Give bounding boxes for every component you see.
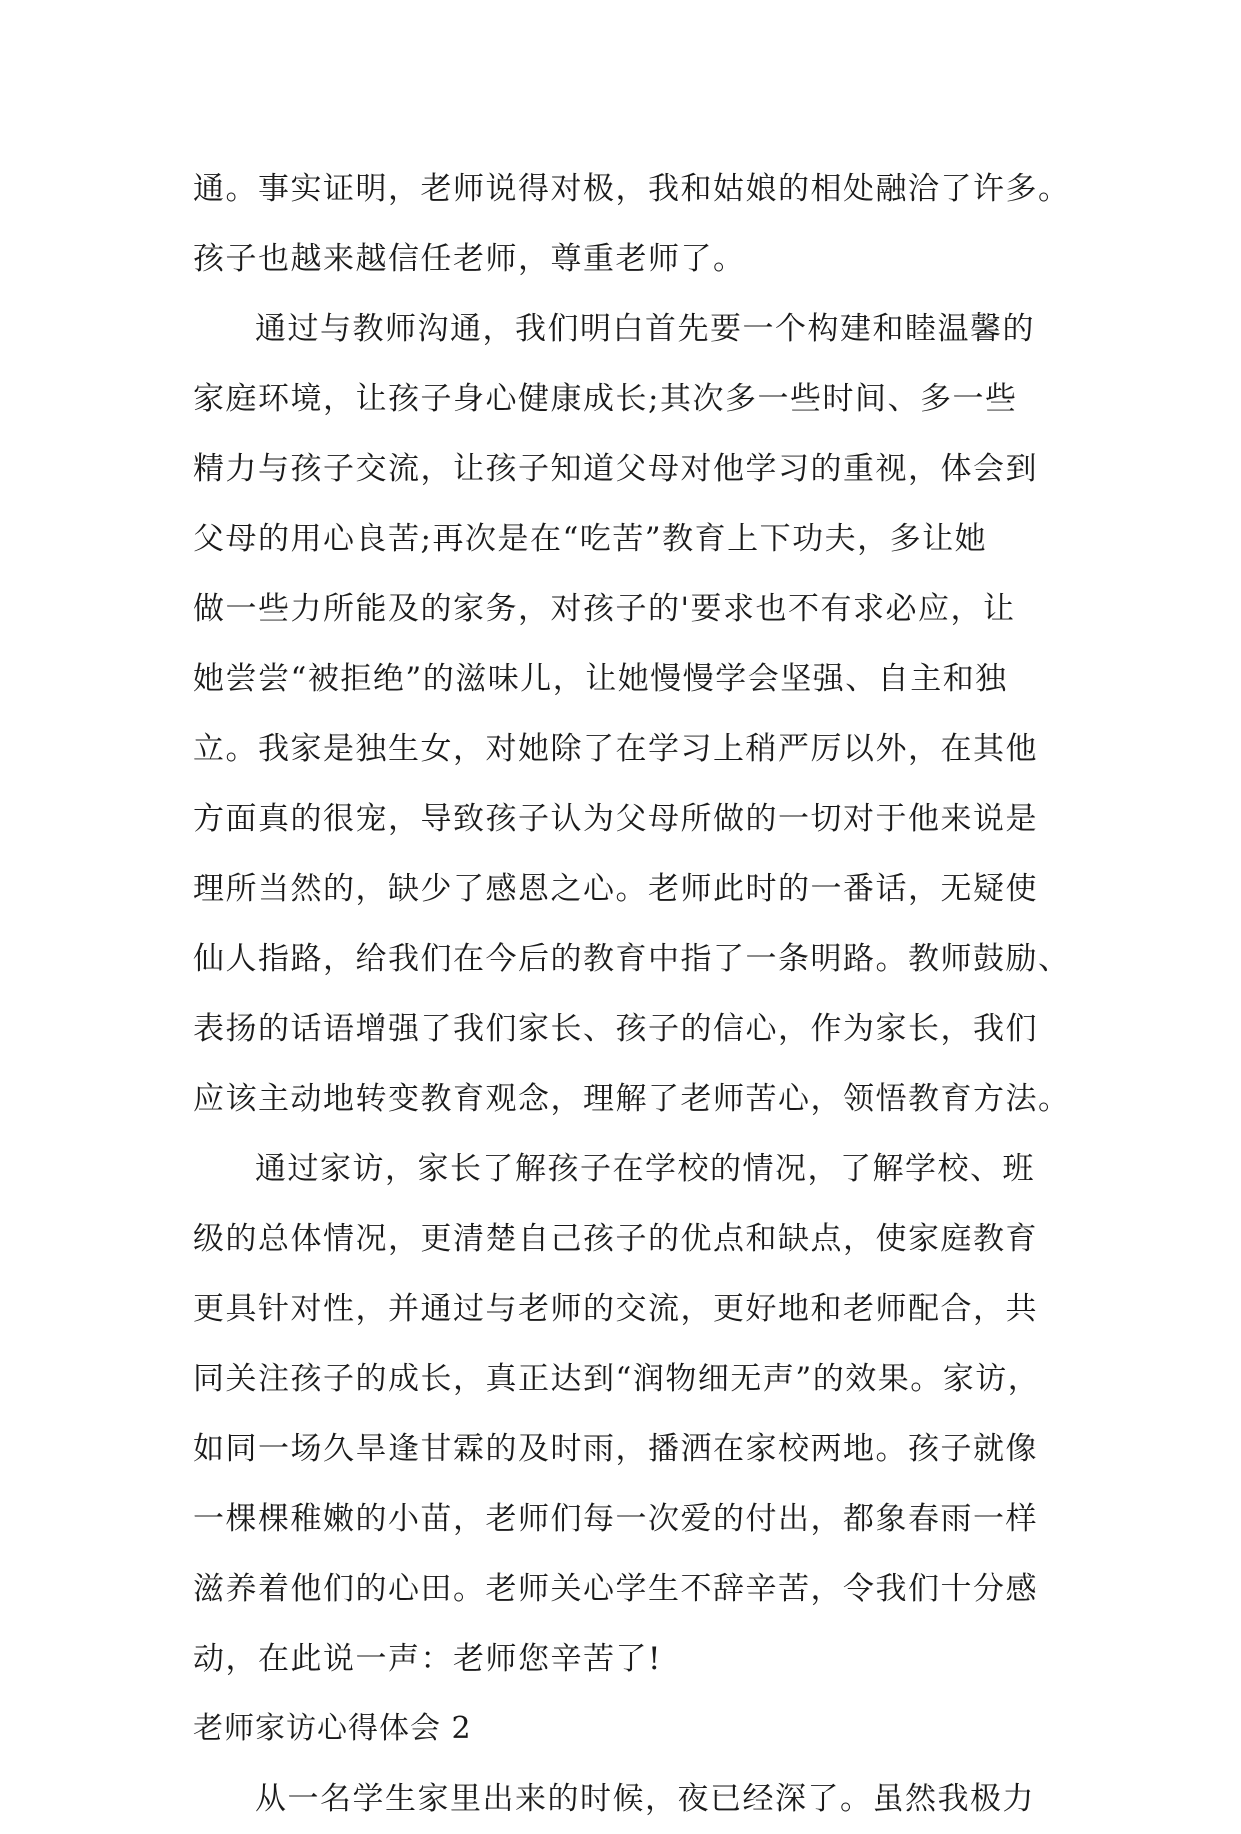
paragraph-2-line-10: 仙人指路，给我们在今后的教育中指了一条明路。教师鼓励、	[193, 941, 1071, 977]
paragraph-2-line-5: 做一些力所能及的家务，对孩子的'要求也不有求必应，让	[193, 591, 1016, 627]
paragraph-2-line-12: 应该主动地转变教育观念，理解了老师苦心，领悟教育方法。	[193, 1081, 1071, 1117]
document-body	[193, 154, 1071, 1834]
paragraph-4-line-1: 从一名学生家里出来的时候，夜已经深了。虽然我极力	[255, 1781, 1035, 1817]
paragraph-2-line-9: 理所当然的，缺少了感恩之心。老师此时的一番话，无疑使	[193, 871, 1038, 907]
paragraph-2-line-8: 方面真的很宠，导致孩子认为父母所做的一切对于他来说是	[193, 801, 1038, 837]
paragraph-3-line-1: 通过家访，家长了解孩子在学校的情况，了解学校、班	[255, 1151, 1035, 1187]
paragraph-3-line-2: 级的总体情况，更清楚自己孩子的优点和缺点，使家庭教育	[193, 1221, 1038, 1257]
paragraph-2-line-6: 她尝尝“被拒绝”的滋味儿，让她慢慢学会坚强、自主和独	[193, 661, 1008, 697]
paragraph-1-line-1: 通。事实证明，老师说得对极，我和姑娘的相处融洽了许多。	[193, 171, 1071, 207]
paragraph-2-line-2: 家庭环境，让孩子身心健康成长;其次多一些时间、多一些	[193, 381, 1018, 417]
paragraph-2-line-11: 表扬的话语增强了我们家长、孩子的信心，作为家长，我们	[193, 1011, 1038, 1047]
paragraph-3-line-4: 同关注孩子的成长，真正达到“润物细无声”的效果。家访，	[193, 1361, 1041, 1397]
paragraph-2-line-7: 立。我家是独生女，对她除了在学习上稍严厉以外，在其他	[193, 731, 1038, 767]
paragraph-3-line-8: 动，在此说一声：老师您辛苦了!	[193, 1641, 662, 1677]
paragraph-2-line-4: 父母的用心良苦;再次是在“吃苦”教育上下功夫，多让她	[193, 521, 988, 557]
paragraph-2-line-3: 精力与孩子交流，让孩子知道父母对他学习的重视，体会到	[193, 451, 1038, 487]
paragraph-3-line-3: 更具针对性，并通过与老师的交流，更好地和老师配合，共	[193, 1291, 1038, 1327]
paragraph-2-line-1: 通过与教师沟通，我们明白首先要一个构建和睦温馨的	[255, 311, 1035, 347]
section-title: 老师家访心得体会 2	[193, 1711, 472, 1746]
paragraph-3-line-6: 一棵棵稚嫩的小苗，老师们每一次爱的付出，都象春雨一样	[193, 1501, 1038, 1537]
paragraph-3-line-5: 如同一场久旱逢甘霖的及时雨，播洒在家校两地。孩子就像	[193, 1431, 1038, 1467]
paragraph-3-line-7: 滋养着他们的心田。老师关心学生不辞辛苦，令我们十分感	[193, 1571, 1038, 1607]
paragraph-1-line-2: 孩子也越来越信任老师，尊重老师了。	[193, 241, 746, 277]
